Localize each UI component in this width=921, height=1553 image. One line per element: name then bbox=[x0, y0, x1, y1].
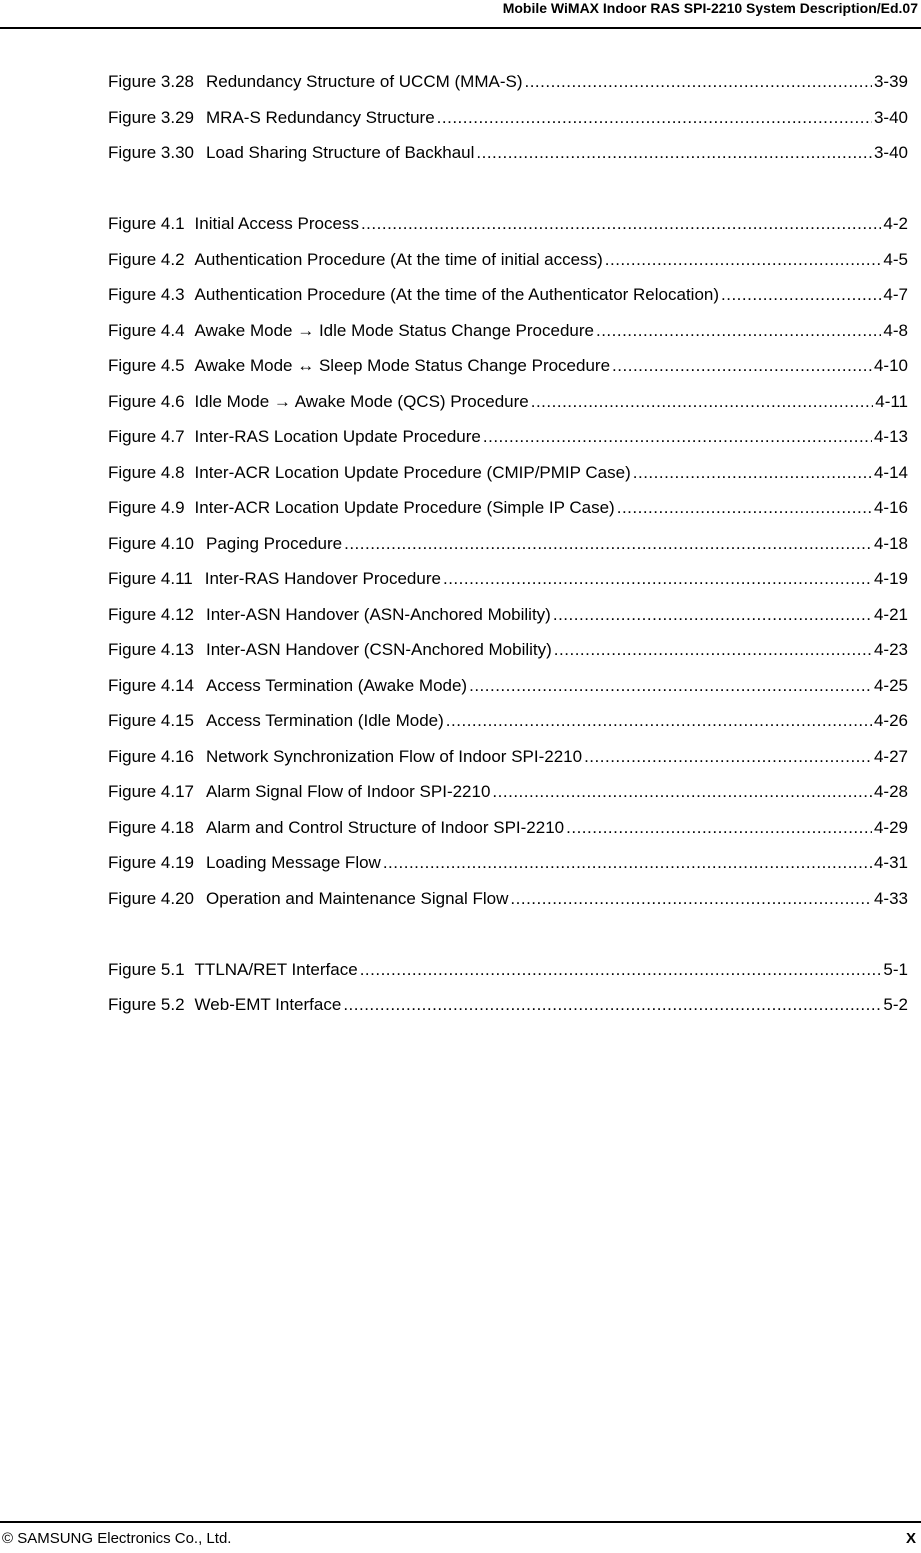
figure-title: Authentication Procedure (At the time of the Authenticator Relocation) bbox=[194, 285, 720, 304]
toc-entry[interactable] bbox=[108, 703, 908, 739]
toc-group-chapter-5 bbox=[108, 952, 908, 1023]
dot-leader bbox=[492, 774, 872, 810]
page-number: 4-19 bbox=[873, 569, 908, 588]
toc-entry[interactable] bbox=[108, 845, 908, 881]
toc-entry[interactable] bbox=[108, 242, 908, 278]
figure-title: Redundancy Structure of UCCM (MMA-S) bbox=[206, 72, 523, 91]
figure-title: Inter-ASN Handover (CSN-Anchored Mobility) bbox=[206, 640, 552, 659]
toc-entry[interactable] bbox=[108, 632, 908, 668]
page-number: 4-18 bbox=[873, 533, 908, 553]
dot-leader bbox=[584, 739, 872, 775]
figure-title: Operation and Maintenance Signal Flow bbox=[206, 888, 509, 908]
toc-group-chapter-3 bbox=[108, 64, 908, 171]
figure-title: Network Synchronization Flow of Indoor SPI-2210 bbox=[206, 746, 583, 766]
figure-title: Alarm and Control Structure of Indoor SPI-2210 bbox=[206, 817, 565, 837]
figure-title: Paging Procedure bbox=[206, 533, 343, 553]
page-number: 4-27 bbox=[873, 746, 908, 766]
figure-number: Figure 4.15 bbox=[108, 711, 194, 730]
page-number: 4-23 bbox=[873, 640, 908, 659]
figure-title: Idle Mode → Awake Mode (QCS) Procedure bbox=[194, 391, 529, 411]
figure-title: Awake Mode ↔ Sleep Mode Status Change Procedure bbox=[194, 356, 611, 375]
page-header bbox=[0, 0, 921, 29]
toc-entry[interactable] bbox=[108, 490, 908, 526]
page-number: 4-2 bbox=[883, 214, 908, 233]
figure-title: Authentication Procedure (At the time of initial access) bbox=[194, 249, 603, 269]
toc-entry[interactable] bbox=[108, 597, 908, 633]
figure-number: Figure 4.14 bbox=[108, 675, 194, 695]
dot-leader bbox=[633, 455, 872, 491]
dot-leader bbox=[344, 526, 872, 562]
dot-leader bbox=[361, 206, 881, 242]
dot-leader bbox=[476, 135, 872, 171]
figure-title: Inter-ACR Location Update Procedure (Simple IP Case) bbox=[194, 498, 615, 517]
figure-title: MRA-S Redundancy Structure bbox=[206, 107, 435, 127]
figure-number: Figure 3.29 bbox=[108, 107, 194, 127]
toc-entry[interactable] bbox=[108, 313, 908, 349]
figure-title: Alarm Signal Flow of Indoor SPI-2210 bbox=[206, 782, 491, 801]
toc-entry[interactable] bbox=[108, 348, 908, 384]
figure-number: Figure 4.5 bbox=[108, 356, 185, 375]
figure-title: Load Sharing Structure of Backhaul bbox=[206, 143, 475, 162]
figure-title: Access Termination (Idle Mode) bbox=[206, 711, 444, 730]
toc-entry[interactable] bbox=[108, 384, 908, 420]
page-label: X bbox=[905, 1530, 916, 1547]
dot-leader bbox=[566, 810, 872, 846]
figure-number: Figure 4.7 bbox=[108, 427, 185, 446]
toc-entry[interactable] bbox=[108, 277, 908, 313]
figure-number: Figure 4.20 bbox=[108, 888, 194, 908]
figure-number: Figure 5.1 bbox=[108, 959, 185, 979]
page-number: 5-1 bbox=[883, 959, 908, 979]
figure-title: Inter-RAS Location Update Procedure bbox=[194, 427, 481, 446]
page-number: 4-26 bbox=[873, 711, 908, 730]
figure-number: Figure 4.2 bbox=[108, 249, 185, 269]
toc-entry[interactable] bbox=[108, 739, 908, 775]
page-number: 4-14 bbox=[873, 462, 908, 482]
figure-title: Inter-ASN Handover (ASN-Anchored Mobility) bbox=[206, 604, 551, 624]
document-title: Mobile WiMAX Indoor RAS SPI-2210 System Description/Ed.07 bbox=[502, 0, 918, 16]
figure-title: TTLNA/RET Interface bbox=[194, 959, 358, 979]
page-number: 4-16 bbox=[873, 498, 908, 517]
figure-number: Figure 4.16 bbox=[108, 746, 194, 766]
dot-leader bbox=[617, 490, 872, 526]
page-number: 3-39 bbox=[873, 72, 908, 91]
page-number: 4-21 bbox=[873, 604, 908, 624]
toc-entry[interactable] bbox=[108, 774, 908, 810]
page-number: 4-33 bbox=[873, 888, 908, 908]
figure-number: Figure 4.4 bbox=[108, 320, 185, 340]
page-number: 4-7 bbox=[883, 285, 908, 304]
toc-entry[interactable] bbox=[108, 526, 908, 562]
page-number: 4-11 bbox=[875, 391, 908, 411]
figure-title: Inter-RAS Handover Procedure bbox=[204, 569, 441, 588]
figure-title: Web-EMT Interface bbox=[194, 995, 342, 1014]
figure-number: Figure 3.28 bbox=[108, 72, 194, 91]
toc-entry[interactable] bbox=[108, 987, 908, 1023]
dot-leader bbox=[510, 881, 872, 917]
toc-entry[interactable] bbox=[108, 100, 908, 136]
page-number: 5-2 bbox=[883, 995, 908, 1014]
figure-number: Figure 4.6 bbox=[108, 391, 185, 411]
figure-number: Figure 4.11 bbox=[108, 569, 193, 588]
dot-leader bbox=[360, 952, 882, 988]
figure-number: Figure 4.12 bbox=[108, 604, 194, 624]
figure-title: Loading Message Flow bbox=[206, 853, 381, 872]
figure-number: Figure 4.1 bbox=[108, 214, 185, 233]
figure-number: Figure 4.19 bbox=[108, 853, 194, 872]
dot-leader bbox=[531, 384, 874, 420]
page-number: 4-5 bbox=[883, 249, 908, 269]
dot-leader bbox=[524, 64, 871, 100]
toc-entry[interactable] bbox=[108, 419, 908, 455]
copyright-text: © SAMSUNG Electronics Co., Ltd. bbox=[2, 1530, 232, 1547]
toc-entry[interactable] bbox=[108, 455, 908, 491]
dot-leader bbox=[343, 987, 881, 1023]
page-footer bbox=[0, 1521, 921, 1553]
toc-entry[interactable] bbox=[108, 952, 908, 988]
dot-leader bbox=[437, 100, 872, 136]
page-number: 4-10 bbox=[873, 356, 908, 375]
figure-title: Inter-ACR Location Update Procedure (CMIP/PMIP Case) bbox=[194, 462, 631, 482]
toc-group-chapter-4 bbox=[108, 206, 908, 916]
toc-entry[interactable] bbox=[108, 881, 908, 917]
figure-number: Figure 4.17 bbox=[108, 782, 194, 801]
page-number: 3-40 bbox=[873, 143, 908, 162]
figure-title: Access Termination (Awake Mode) bbox=[206, 675, 468, 695]
page-number: 4-29 bbox=[873, 817, 908, 837]
toc-entry[interactable] bbox=[108, 206, 908, 242]
page-number: 4-8 bbox=[883, 320, 908, 340]
dot-leader bbox=[469, 668, 872, 704]
figure-number: Figure 4.18 bbox=[108, 817, 194, 837]
figure-number: Figure 4.3 bbox=[108, 285, 185, 304]
toc-entry[interactable] bbox=[108, 64, 908, 100]
dot-leader bbox=[596, 313, 881, 349]
dot-leader bbox=[721, 277, 881, 313]
dot-leader bbox=[554, 632, 872, 668]
toc-entry[interactable] bbox=[108, 810, 908, 846]
dot-leader bbox=[483, 419, 872, 455]
dot-leader bbox=[605, 242, 882, 278]
page-number: 4-13 bbox=[873, 427, 908, 446]
figure-number: Figure 4.9 bbox=[108, 498, 185, 517]
page-number: 4-28 bbox=[873, 782, 908, 801]
dot-leader bbox=[612, 348, 872, 384]
figure-number: Figure 5.2 bbox=[108, 995, 185, 1014]
figure-number: Figure 4.8 bbox=[108, 462, 185, 482]
dot-leader bbox=[383, 845, 872, 881]
dot-leader bbox=[446, 703, 872, 739]
figure-number: Figure 4.10 bbox=[108, 533, 194, 553]
list-of-figures bbox=[108, 64, 908, 1058]
figure-number: Figure 4.13 bbox=[108, 640, 194, 659]
figure-title: Awake Mode → Idle Mode Status Change Procedure bbox=[194, 320, 594, 340]
figure-number: Figure 3.30 bbox=[108, 143, 194, 162]
page-number: 3-40 bbox=[873, 107, 908, 127]
page-number: 4-31 bbox=[873, 853, 908, 872]
figure-title: Initial Access Process bbox=[194, 214, 359, 233]
page-number: 4-25 bbox=[873, 675, 908, 695]
dot-leader bbox=[553, 597, 872, 633]
toc-entry[interactable] bbox=[108, 135, 908, 171]
toc-entry[interactable] bbox=[108, 668, 908, 704]
dot-leader bbox=[443, 561, 872, 597]
toc-entry[interactable] bbox=[108, 561, 908, 597]
